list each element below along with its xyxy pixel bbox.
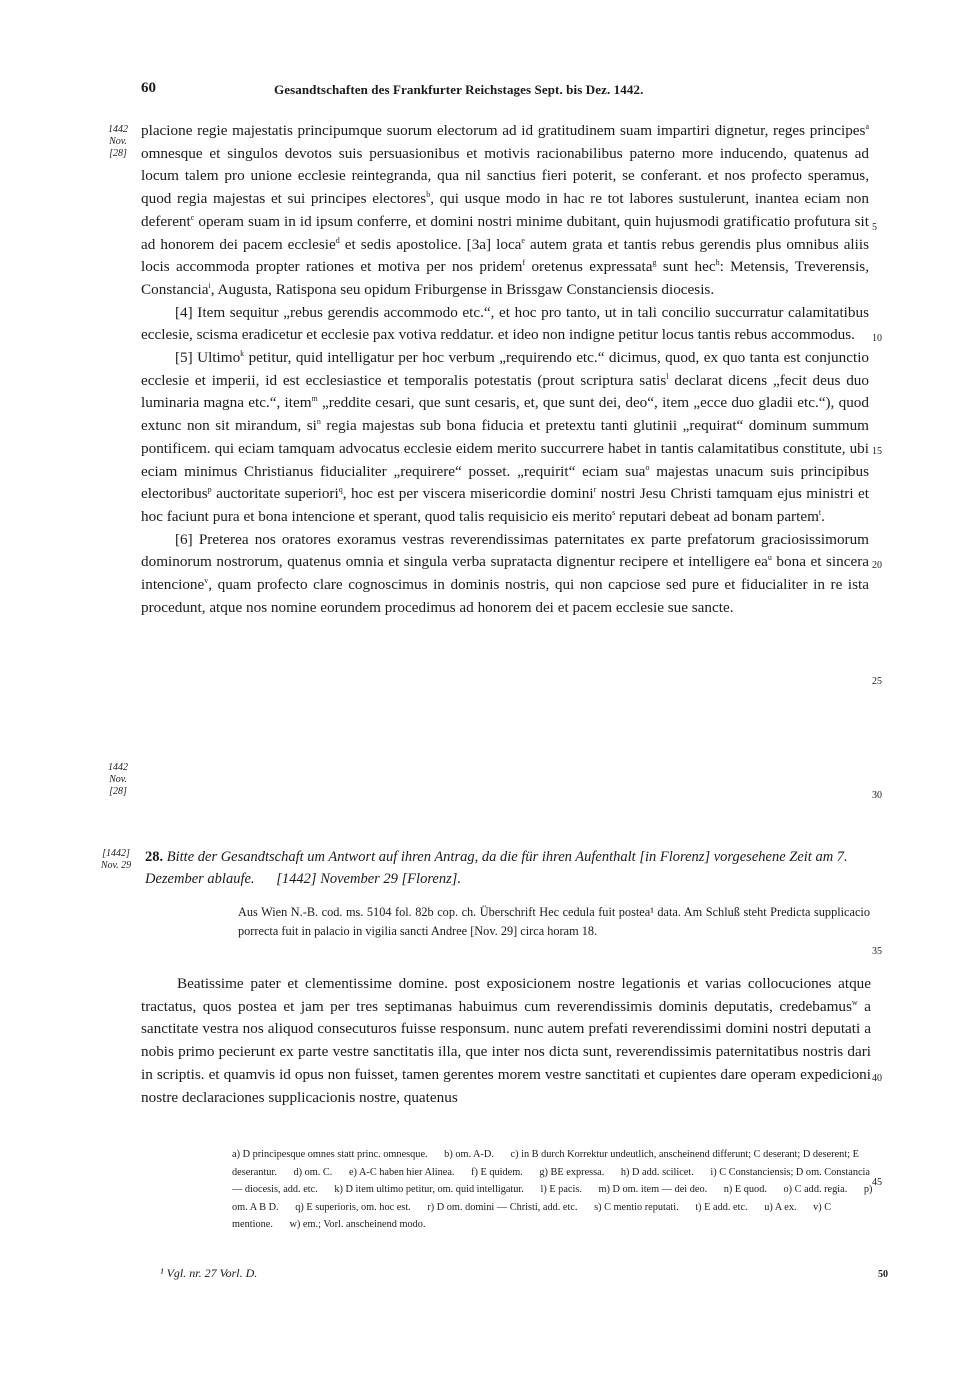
line-number: 30 bbox=[872, 790, 882, 801]
line-number: 35 bbox=[872, 946, 882, 957]
source-note: Aus Wien N.-B. cod. ms. 5104 fol. 82b cop. ch. Überschrift Hec cedula fuit postea¹ data. Am Schluß steht Predicta supplicacio porrecta fuit in palacio in vigilia sancti Andree [Nov. 29] circa horam 18. bbox=[238, 905, 870, 938]
apparatus-note: u) A ex. bbox=[764, 1201, 797, 1213]
paragraph-5: [5] Ultimo$^k$ petitur, quid intelligatur per hoc verbum „requirendo etc.“ dicimus, quod, ex quo tanta est conjunctio ecclesie et imperii, id est ecclesiastice et temporalis potestatis (prout scriptura satis$^l$ declarat dicens „fecit deus duo luminaria magna etc.“, item$^m$ „reddite cesari, que sunt cesaris, et, que sunt dei, deo“, item „ecce duo gladii etc.“), quod extunc non sit mirandum, $si^n$ regia majestas sub bona fiducia et pretextu tanti glutinii „requirat“ dominum summum pontificem. qui eciam tamquam advocatus ecclesie eidem merito succurrere habet in tantis calamitatibus constitute, ubi eciam minimus Christianus fiducialiter „requirere“ posset. „requirit“ eciam sua$^o$ majestas unacum suis principibus electoribus$^p$ auctoritate superiori$^q$, hoc est per viscera misericordie domini$^r$ nostri Jesu Christi tamquam ejus ministri et hoc faciunt pura et bona intencione et sperant, quod talis requisicio eis merito$^s$ reputari debeat ad bonam partem$^t$. bbox=[141, 348, 870, 525]
page-number: 60 bbox=[141, 80, 156, 96]
line-number: 5 bbox=[872, 222, 877, 233]
apparatus-note: v) C mentione. bbox=[232, 1201, 832, 1230]
line-number: 25 bbox=[872, 676, 882, 687]
apparatus-note: l) E pacis. bbox=[540, 1184, 582, 1195]
body-text bbox=[141, 120, 869, 619]
apparatus-note: i) C Constanciensis; D om. Constancia — diocesis, add. etc. bbox=[232, 1166, 870, 1195]
apparatus-note: s) C mentio reputati. bbox=[594, 1201, 679, 1213]
document-title: Bitte der Gesandtschaft um Antwort auf ihren Antrag, da die für ihren Aufenthalt [in Florenz] vorgesehene Zeit am 7. Dezember ablaufe. bbox=[145, 849, 848, 887]
margin-note-year: [1442] bbox=[102, 848, 130, 859]
paragraph-4: [4] Item sequitur „rebus gerendis accommodo etc.“, et hoc pro tanto, ut in tali concilio succurratur calamitatibus ecclesie, scisma eradicetur et ecclesie pax votiva reddatur. et ideo non indigne petitur locus tantis rebus accommodus. bbox=[141, 303, 869, 344]
document-date: [1442] November 29 [Florenz]. bbox=[276, 871, 462, 887]
critical-apparatus bbox=[232, 1146, 876, 1234]
margin-note-year: 1442 bbox=[108, 124, 128, 135]
line-number: 45 bbox=[872, 1177, 882, 1188]
apparatus-note: q) E superioris, om. hoc est. bbox=[295, 1201, 411, 1213]
margin-note-month: Nov. bbox=[109, 774, 127, 785]
margin-note-doc28 bbox=[92, 848, 140, 872]
apparatus-note: t) E add. etc. bbox=[695, 1201, 748, 1213]
apparatus-note: e) A-C haben hier Alinea. bbox=[348, 1166, 455, 1178]
apparatus-note: p) om. A B D. bbox=[232, 1184, 873, 1213]
apparatus-note: c) in B durch Korrektur undeutlich, anscheinend differunt; C deserant; D deserent; E deserantur. bbox=[232, 1149, 859, 1178]
letter-text: Beatissime pater et clementissime domine. post exposicionem nostre legationis et varias collocuciones atque tractatus, quos postea et jam per tres septimanas habuimus cum reverendissimis dominis deputatis, credebamus$^w$ a sanctitate vestra nos aliquod consecuturos fuisse responsum. nunc autem prefati reverendissimi domini nostri deputati a nobis primo pecierunt ex parte vestre sanctitatis illa, que inter nos dicta sunt, reverendissimis paternitatibus nostris dari in scriptis. et quamvis id opus non fuisset, tamen gerentes morem vestre sanctitati et cupientes dare operam expedicioni nostre declaraciones supplicacionis nostre, quatenus bbox=[141, 975, 871, 1106]
apparatus-note: b) om. A-D. bbox=[444, 1149, 494, 1160]
line-number: 10 bbox=[872, 333, 882, 344]
line-number: 20 bbox=[872, 560, 882, 571]
apparatus-note: n) E quod. bbox=[723, 1184, 767, 1195]
line-number: 15 bbox=[872, 446, 882, 457]
apparatus-note: g) BE expressa. bbox=[539, 1166, 605, 1178]
apparatus-note: m) D om. item — dei deo. bbox=[598, 1184, 708, 1195]
paragraph-3: placione regie majestatis principumque suorum electorum ad id gratitudinem suam impartiri dignetur, reges principes$^a$ omnesque et singulos devotos suis persuasionibus et motivis racionabilibus paterno more inducendo, quatenus ad locum talem pro unione ecclesie reintegranda, qua nil sanctius fieri poterit, se conferant. et nos profecto speramus, quod regia majestas et sui principes electores$^b$, qui usque modo in hac re tot labores sustulerunt, inantea eciam non deferent$^c$ operam suam in id ipsum conferre, et domini nostri minime dubitant, quin hujusmodi gratificatio profutura sit ad honorem dei pacem ecclesie$^d$ et sedis apostolice. [3a] loca$^e$ autem grata et tantis rebus gerendis plus omnibus aliis locis accommoda propter rationes et motiva per nos pridem$^f$ oretenus expressata$^g$ sunt hec$^h$: Metensis, Treverensis, Constancia$^i$, Augusta, Ratispona seu opidum Friburgense in Brissgaw Constanciensis diocesis. bbox=[141, 121, 870, 298]
apparatus-note: r) D om. domini — Christi, add. etc. bbox=[427, 1201, 578, 1213]
apparatus-note: h) D add. scilicet. bbox=[620, 1166, 694, 1178]
margin-note-top bbox=[98, 124, 138, 160]
apparatus-note: w) em.; Vorl. anscheinend modo. bbox=[289, 1219, 426, 1230]
margin-note-bottom bbox=[98, 762, 138, 798]
footnote: ¹ Vgl. nr. 27 Vorl. D. bbox=[160, 1266, 258, 1280]
running-title: Gesandtschaften des Frankfurter Reichstages Sept. bis Dez. 1442. bbox=[274, 82, 644, 97]
margin-note-date: Nov. 29 bbox=[100, 860, 132, 871]
document-number: 28. bbox=[145, 849, 164, 865]
line-number: 40 bbox=[872, 1073, 882, 1084]
apparatus-note: d) om. C. bbox=[293, 1166, 333, 1178]
apparatus-note: f) E quidem. bbox=[471, 1166, 523, 1178]
margin-note-day: [28] bbox=[109, 148, 127, 159]
margin-note-month: Nov. bbox=[109, 136, 127, 147]
document-heading bbox=[145, 846, 870, 890]
margin-note-year: 1442 bbox=[108, 762, 128, 773]
line-number-bottom: 50 bbox=[878, 1269, 888, 1280]
apparatus-note: a) D principesque omnes statt princ. omnesque. bbox=[232, 1149, 428, 1160]
apparatus-note: o) C add. regia. bbox=[783, 1184, 848, 1195]
margin-note-day: [28] bbox=[109, 786, 127, 797]
apparatus-note: k) D item ultimo petitur, om. quid intelligatur. bbox=[334, 1184, 524, 1195]
paragraph-6: [6] Preterea nos oratores exoramus vestras reverendissimas paternitates ex parte prefatorum graciosissimorum dominorum nostrorum, quatenus omnia et singula verba supratacta dignentur recipere et intelligere $ea^u$ bona et sincera intencione$^v$, quam profecto clare cognoscimus in dominis nostris, qui non capciose sed pure et fiducialiter in re ista procedunt, atque nos nomine eorundem procedimus ad honorem dei et pacem ecclesie sue sancte. bbox=[141, 530, 869, 616]
